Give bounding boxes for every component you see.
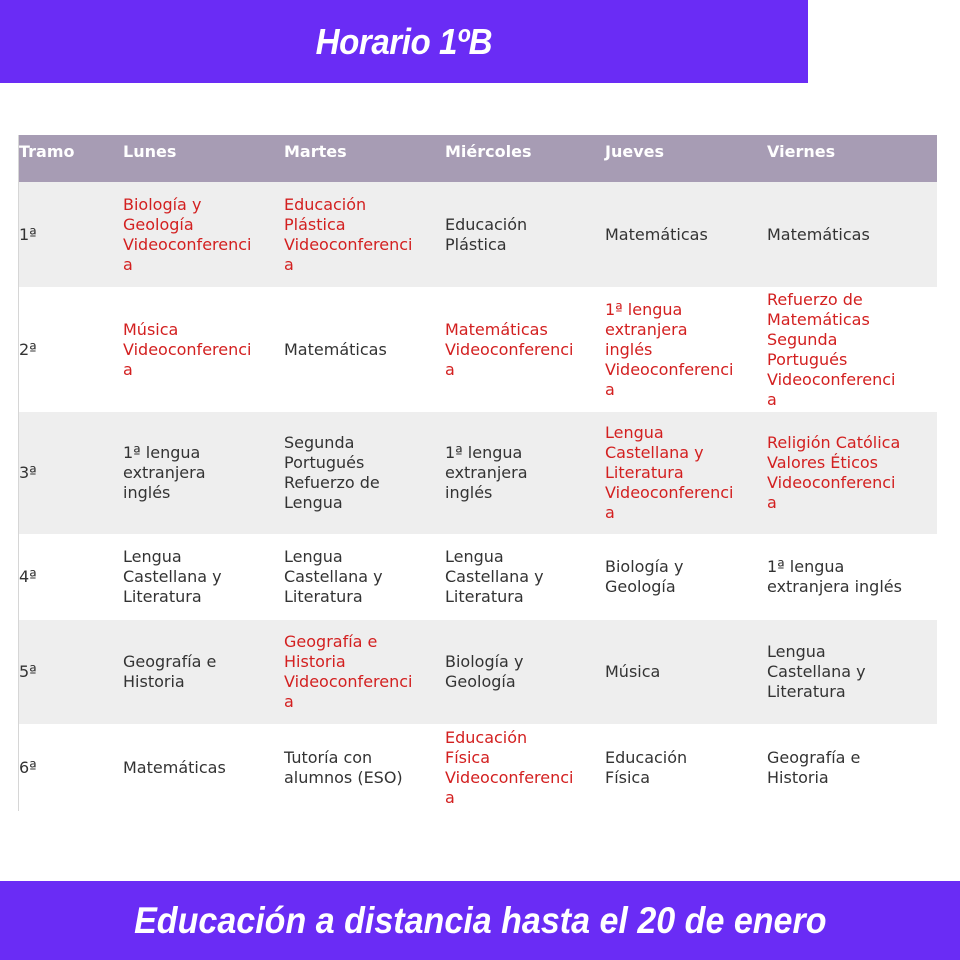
footer-banner (0, 881, 960, 960)
schedule-cell: Biología y Geología (605, 557, 684, 596)
schedule-cell: Lengua Castellana y Literatura (123, 547, 222, 606)
tramo-cell: 6ª (19, 757, 37, 777)
schedule-cell: Música (605, 662, 661, 681)
tramo-cell: 1ª (19, 224, 37, 244)
schedule-cell: Geografía e Historia (123, 652, 217, 691)
table-row (19, 620, 937, 724)
page-title: Horario 1ºB (315, 20, 493, 62)
table-header-row (19, 135, 937, 182)
schedule-cell: Refuerzo de Matemáticas Segunda Portugués Videoconferenci a (767, 289, 896, 409)
schedule-cell: Matemáticas (123, 757, 226, 777)
schedule-cell: Religión Católica Valores Éticos Videoconferenci a (767, 433, 901, 512)
schedule-cell: Matemáticas (284, 339, 387, 359)
schedule-cell: Geografía e Historia (767, 747, 861, 787)
schedule-cell: Música Videoconferenci a (123, 319, 252, 379)
header-viernes: Viernes (767, 142, 836, 161)
table-row (19, 534, 937, 620)
tramo-cell: 3ª (19, 463, 37, 482)
schedule-cell: Geografía e Historia Videoconferenci a (284, 632, 413, 711)
title-banner (0, 0, 808, 83)
schedule-cell: Biología y Geología Videoconferenci a (123, 194, 252, 274)
schedule-cell: Lengua Castellana y Literatura (445, 547, 544, 606)
header-jueves: Jueves (605, 142, 664, 161)
footer-text: Educación a distancia hasta el 20 de enero (133, 899, 827, 941)
header-tramo: Tramo (19, 142, 75, 161)
table-row (19, 412, 937, 534)
tramo-cell: 5ª (19, 662, 37, 681)
table-row (19, 287, 937, 412)
schedule-cell: Tutoría con alumnos (ESO) (284, 747, 403, 787)
header-martes: Martes (284, 142, 347, 161)
schedule-cell: Matemáticas (605, 224, 708, 244)
table-row (19, 182, 937, 287)
header-miercoles: Miércoles (445, 142, 532, 161)
schedule-cell: Lengua Castellana y Literatura (767, 642, 866, 701)
schedule-cell: Biología y Geología (445, 652, 524, 691)
schedule-cell: 1ª lengua extranjera inglés (445, 443, 528, 502)
schedule-cell: Educación Plástica (445, 214, 528, 254)
schedule-cell: Matemáticas Videoconferenci a (445, 319, 574, 379)
schedule-cell: Educación Plástica Videoconferenci a (284, 194, 413, 274)
schedule-cell: Educación Física (605, 747, 688, 787)
schedule-cell: 1ª lengua extranjera inglés (123, 443, 206, 502)
schedule-cell: Segunda Portugués Refuerzo de Lengua (284, 433, 380, 512)
schedule-table (19, 135, 937, 811)
schedule-cell: Educación Física Videoconferenci a (445, 727, 574, 807)
schedule-cell: 1ª lengua extranjera inglés (767, 557, 902, 596)
schedule-table-container (18, 135, 936, 811)
schedule-cell: Lengua Castellana y Literatura (284, 547, 383, 606)
schedule-cell: 1ª lengua extranjera inglés Videoconferenci a (605, 299, 734, 399)
tramo-cell: 2ª (19, 339, 37, 359)
table-row (19, 724, 937, 811)
header-lunes: Lunes (123, 142, 177, 161)
schedule-cell: Lengua Castellana y Literatura Videoconferenci a (605, 423, 734, 522)
tramo-cell: 4ª (19, 567, 37, 586)
schedule-cell: Matemáticas (767, 224, 870, 244)
